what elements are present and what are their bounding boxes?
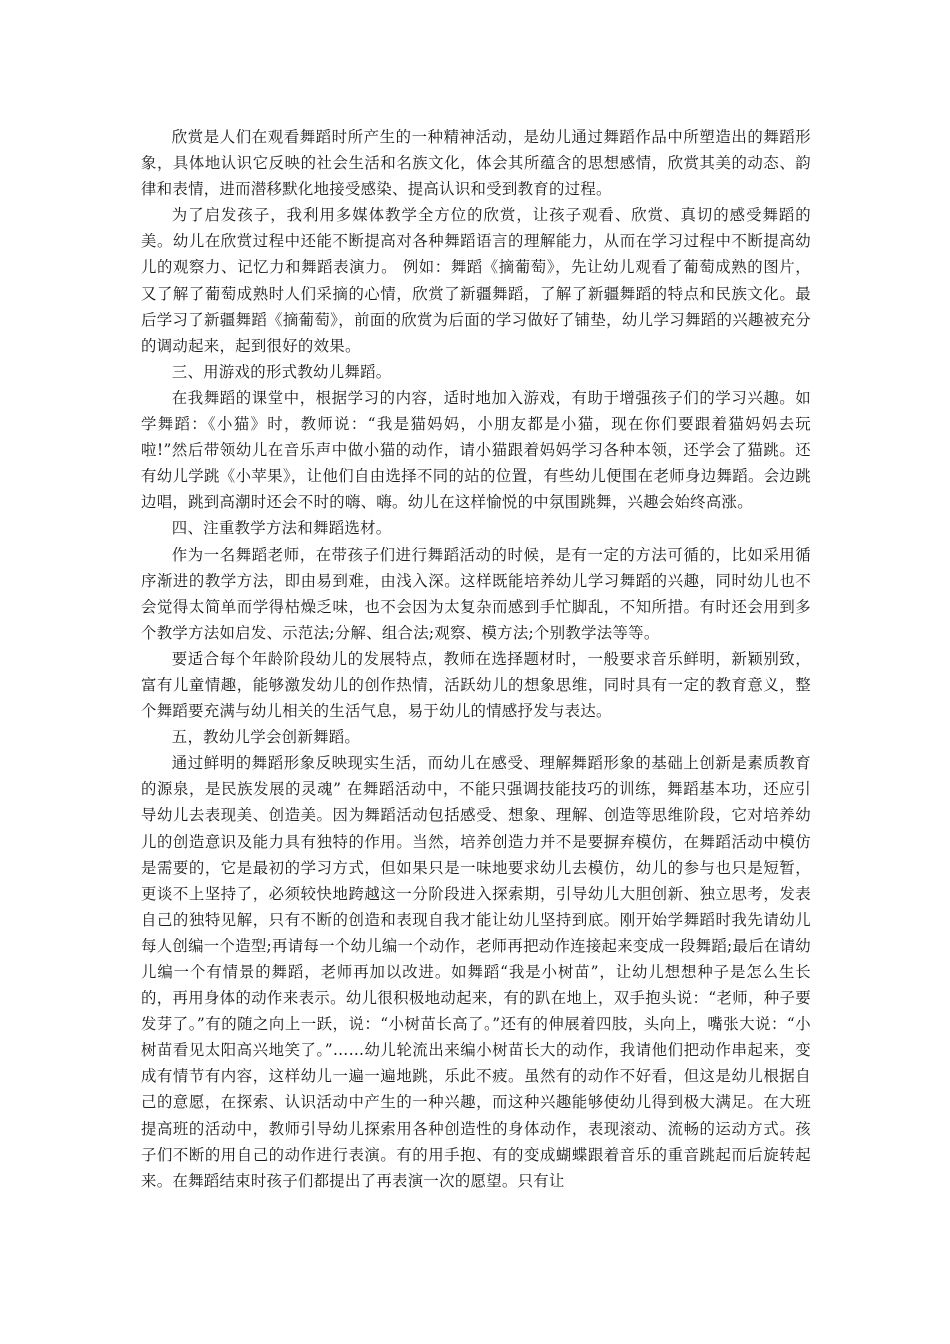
section-heading-games: 三、用游戏的形式教幼儿舞蹈。 [171, 362, 392, 381]
paragraph-methods: 作为一名舞蹈老师，在带孩子们进行舞蹈活动的时候，是有一定的方法可循的，比如采用循序渐进的教学方法，即由易到难，由浅入深。这样既能培养幼儿学习舞蹈的兴趣，同时幼儿也不会觉得太简单而学得枯燥乏味，也不会因为太复杂而感到手忙脚乱，不知所措。有时还会用到多个教学方法如启发、示范法;分解、组合法;观察、模方法;个别教学法等等。 [141, 545, 811, 642]
section-heading-innovation: 五，教幼儿学会创新舞蹈。 [171, 728, 361, 747]
paragraph-appreciation-definition: 欣赏是人们在观看舞蹈时所产生的一种精神活动，是幼儿通过舞蹈作品中所塑造出的舞蹈形象，具体地认识它反映的社会生活和名族文化，体会其所蕴含的思想感情，欣赏其美的动态、韵律和表情，进而潜移默化地接受感染、提高认识和受到教育的过程。 [141, 128, 811, 199]
section-heading-methods: 四、注重教学方法和舞蹈选材。 [171, 519, 392, 538]
paragraph-material-selection: 要适合每个年龄阶段幼儿的发展特点，教师在选择题材时，一般要求音乐鲜明，新颖别致，富有儿童情趣，能够激发幼儿的创作热情，活跃幼儿的想象思维，同时具有一定的教育意义，整个舞蹈要充满与幼儿相关的生活气息，易于幼儿的情感抒发与表达。 [141, 649, 811, 721]
paragraph-innovation: 通过鲜明的舞蹈形象反映现实生活，而幼儿在感受、理解舞蹈形象的基础上创新是素质教育的源泉，是民族发展的灵魂” 在舞蹈活动中，不能只强调技能技巧的训练，舞蹈基本功，还应引导幼儿去表现美、创造美。因为舞蹈活动包括感受、想象、理解、创造等思维阶段，它对培养幼儿的创造意识及能力具有独特的作用。当然，培养创造力并不是要摒弃模仿，在舞蹈活动中模仿是需要的，它是最初的学习方式，但如果只是一味地要求幼儿去模仿，幼儿的参与也只是短暂，更谈不上坚持了，必须较快地跨越这一分阶段进入探索期，引导幼儿大胆创新、独立思考，发表自己的独特见解，只有不断的创造和表现自我才能让幼儿坚持到底。刚开始学舞蹈时我先请幼儿每人创编一个造型;再请每一个幼儿编一个动作，老师再把动作连接起来变成一段舞蹈;最后在请幼儿编一个有情景的舞蹈，老师再加以改进。如舞蹈“我是小树苗”，让幼儿想想种子是怎么生长的，再用身体的动作来表示。幼儿很积极地动起来，有的趴在地上，双手抱头说：“老师，种子要发芽了。”有的随之向上一跃，说：“小树苗长高了。”还有的伸展着四肢，头向上，嘴张大说：“小树苗看见太阳高兴地笑了。”……幼儿轮流出来编小树苗长大的动作，我请他们把动作串起来，变成有情节有内容，这样幼儿一遍一遍地跳，乐此不疲。虽然有的动作不好看，但这是幼儿根据自己的意愿，在探索、认识活动中产生的一种兴趣，而这种兴趣能够使幼儿得到极大满足。在大班提高班的活动中，教师引导幼儿探索用各种创造性的身体动作，表现滚动、流畅的运动方式。孩子们不断的用自己的动作进行表演。有的用手抱、有的变成蝴蝶跟着音乐的重音跳起而后旋转起来。在舞蹈结束时孩子们都提出了再表演一次的愿望。只有让 [141, 754, 811, 1190]
paragraph-multimedia-appreciation: 为了启发孩子，我利用多媒体教学全方位的欣赏，让孩子观看、欣赏、真切的感受舞蹈的美。幼儿在欣赏过程中还能不断提高对各种舞蹈语言的理解能力，从而在学习过程中不断提高幼儿的观察力、记忆力和舞蹈表演力。 例如：舞蹈《摘葡萄》，先让幼儿观看了葡萄成熟的图片，又了解了葡萄成熟时人们采摘的心情，欣赏了新疆舞蹈，了解了新疆舞蹈的特点和民族文化。最后学习了新疆舞蹈《摘葡萄》，前面的欣赏为后面的学习做好了铺垫，幼儿学习舞蹈的兴趣被充分的调动起来，起到很好的效果。 [141, 206, 811, 355]
paragraph-games: 在我舞蹈的课堂中，根据学习的内容，适时地加入游戏，有助于增强孩子们的学习兴趣。如学舞蹈：《小猫》时，教师说：“我是猫妈妈，小朋友都是小猫，现在你们要跟着猫妈妈去玩啦!”然后带领幼儿在音乐声中做小猫的动作，请小猫跟着妈妈学习各种本领，还学会了猫跳。还有幼儿学跳《小苹果》，让他们自由选择不同的站的位置，有些幼儿便围在老师身边舞蹈。会边跳边唱，跳到高潮时还会不时的嗨、嗨。幼儿在这样愉悦的中氛围跳舞，兴趣会始终高涨。 [141, 388, 811, 512]
document-body [141, 124, 811, 1194]
